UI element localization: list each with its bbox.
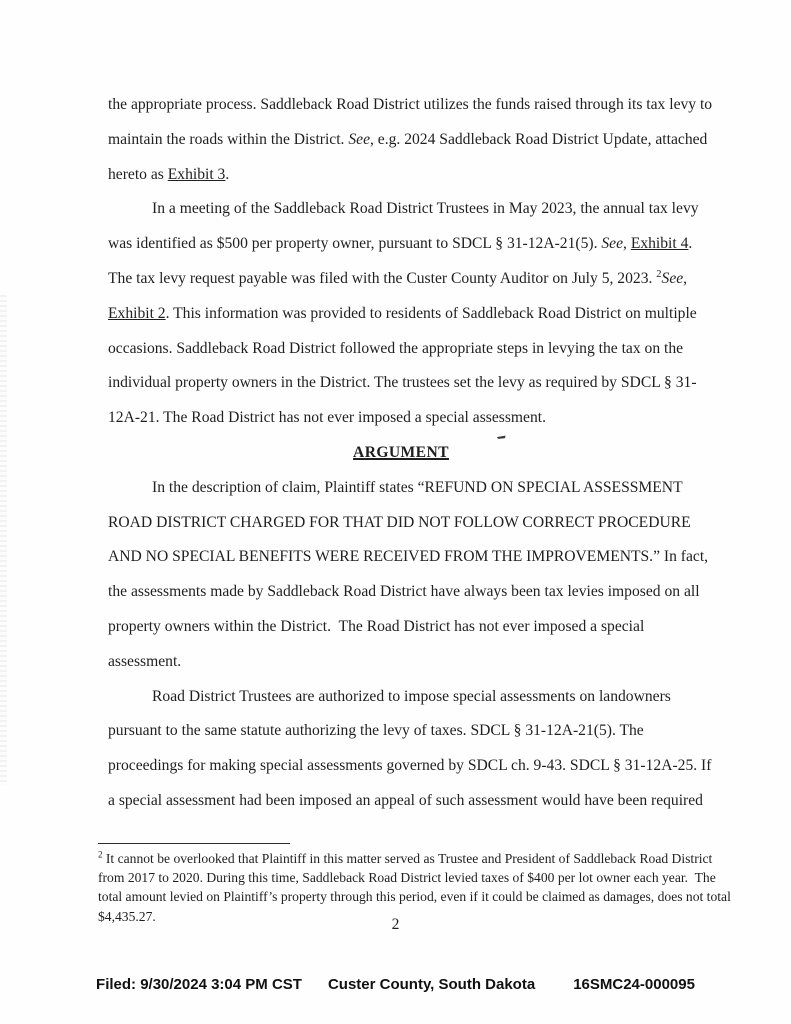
text-segment: total amount levied on Plaintiff’s property through this period, even if it could be claimed as damages, does not total <box>98 889 731 905</box>
text-segment: proceedings for making special assessments governed by SDCL ch. 9-43. SDCL § 31-12A-25. If <box>108 757 712 775</box>
body-line <box>108 401 694 436</box>
text-segment: individual property owners in the District. The trustees set the levy as required by SDCL § 31- <box>108 374 697 392</box>
filing-county: Custer County, South Dakota <box>327 976 536 993</box>
text-segment: , e.g. 2024 Saddleback Road District Update, attached <box>370 130 708 148</box>
text-segment: , <box>623 235 631 253</box>
body-line <box>108 123 708 158</box>
text-segment: Road District Trustees are authorized to impose special assessments on landowners <box>152 687 671 705</box>
text-segment: occasions. Saddleback Road District followed the appropriate steps in levying the tax on the <box>108 339 684 357</box>
text-segment: Exhibit 2 <box>108 304 166 322</box>
text-segment: from 2017 to 2020. During this time, Saddleback Road District levied taxes of $400 per lot owner each year. The <box>98 870 716 886</box>
filing-timestamp: Filed: 9/30/2024 3:04 PM CST <box>96 976 302 993</box>
body-line <box>108 575 700 610</box>
text-segment: ROAD DISTRICT CHARGED FOR THAT DID NOT FOLLOW CORRECT PROCEDURE <box>108 513 691 531</box>
scan-artifact-streaks <box>0 295 7 785</box>
footnote-line <box>98 868 716 887</box>
text-segment: It cannot be overlooked that Plaintiff in this matter served as Trustee and President of Saddleback Road District <box>102 851 713 866</box>
text-segment: pursuant to the same statute authorizing the levy of taxes. SDCL § 31-12A-21(5). The <box>108 722 644 740</box>
text-segment: 12A-21. The Road District has not ever imposed a special assessment. <box>108 409 546 427</box>
text-segment: Exhibit 4 <box>630 235 689 253</box>
body-line <box>108 471 694 506</box>
body-line <box>108 88 713 123</box>
filing-footer <box>0 976 791 993</box>
text-segment: hereto as <box>108 165 168 183</box>
text-segment: See, <box>661 269 688 287</box>
footnote-line <box>98 887 731 906</box>
body-line <box>108 610 694 645</box>
text-segment: . <box>688 235 693 253</box>
footnote-line <box>98 849 713 868</box>
text-segment: assessment. <box>108 652 182 670</box>
text-segment: the appropriate process. Saddleback Road District utilizes the funds raised through its tax levy to <box>108 96 713 113</box>
body-lines <box>108 88 713 819</box>
body-line <box>108 297 697 332</box>
text-segment: Exhibit 3 <box>167 165 226 183</box>
text-segment: was identified as $500 per property owner, pursuant to SDCL § 31-12A-21(5). <box>108 235 602 253</box>
page-number: 2 <box>391 916 400 933</box>
text-segment: In a meeting of the Saddleback Road District Trustees in May 2023, the annual tax levy <box>152 200 699 218</box>
text-segment: ARGUMENT <box>353 443 449 461</box>
text-segment: 2 <box>656 268 662 280</box>
footnote-separator-rule <box>98 843 290 844</box>
text-segment: See <box>348 130 370 148</box>
text-segment: The tax levy request payable was filed with the Custer County Auditor on July 5, 2023. <box>108 269 657 287</box>
body-line <box>108 262 694 297</box>
body-line <box>108 158 694 193</box>
body-line <box>108 192 699 227</box>
body-line <box>108 749 712 784</box>
text-segment: the assessments made by Saddleback Road District have always been tax levies imposed on all <box>108 583 700 601</box>
body-line <box>108 332 694 367</box>
body-line <box>108 680 694 715</box>
text-segment: maintain the roads within the District. <box>108 130 349 148</box>
text-segment: $4,435.27. <box>98 908 156 924</box>
text-segment: AND NO SPECIAL BENEFITS WERE RECEIVED FROM THE IMPROVEMENTS.” In fact, <box>108 548 709 566</box>
text-segment: . <box>225 165 230 183</box>
body-line <box>108 714 694 749</box>
case-number: 16SMC24-000095 <box>573 976 695 993</box>
body-line <box>108 506 694 541</box>
text-segment: . This information was provided to residents of Saddleback Road District on multiple <box>165 304 697 322</box>
body-line <box>108 540 709 575</box>
text-segment: See <box>601 235 624 253</box>
footnote-lines <box>98 849 731 926</box>
text-segment: In the description of claim, Plaintiff states “REFUND ON SPECIAL ASSESSMENT <box>152 478 683 496</box>
body-line <box>108 227 694 262</box>
text-segment: a special assessment had been imposed an appeal of such assessment would have been required <box>108 791 703 809</box>
text-segment: property owners within the District. The Road District has not ever imposed a special <box>108 617 645 635</box>
body-line <box>108 784 703 819</box>
text-segment: 2 <box>98 849 103 860</box>
body-line <box>108 645 694 680</box>
body-line <box>108 436 694 471</box>
body-line <box>108 366 697 401</box>
